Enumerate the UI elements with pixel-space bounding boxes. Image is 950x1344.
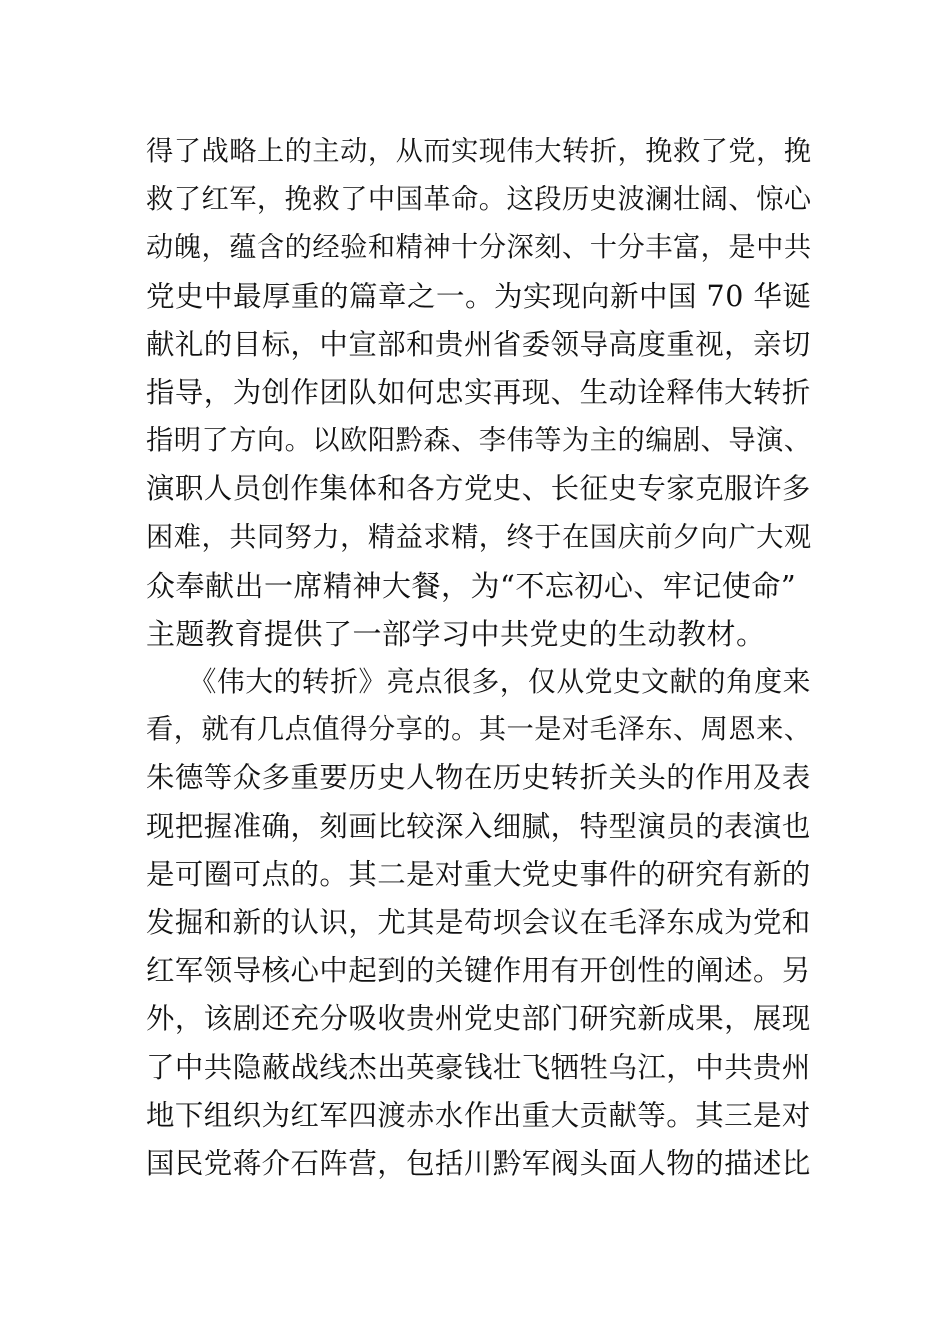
text-line: 现把握准确，刻画比较深入细腻，特型演员的表演也 bbox=[146, 809, 811, 843]
text-line: 看，就有几点值得分享的。其一是对毛泽东、周恩来、 bbox=[146, 714, 812, 746]
text-line: 救了红军，挽救了中国革命。这段历史波澜壮阔、惊心 bbox=[146, 184, 812, 216]
text-line: 得了战略上的主动，从而实现伟大转折，挽救了党，挽 bbox=[146, 136, 812, 167]
text-line: 指明了方向。以欧阳黔森、李伟等为主的编剧、导演、 bbox=[146, 425, 812, 457]
text-line: 朱德等众多重要历史人物在历史转折关头的作用及表 bbox=[146, 761, 811, 795]
body-text bbox=[146, 128, 816, 1188]
text-line: 地下组织为红军四渡赤水作出重大贡献等。其三是对 bbox=[146, 1098, 811, 1132]
text-line: 众奉献出一席精神大餐，为“不忘初心、牢记使命” bbox=[146, 568, 797, 603]
text-line: 演职人员创作集体和各方党史、长征史专家克服许多 bbox=[146, 472, 811, 506]
text-line: 党史中最厚重的篇章之一。为实现向新中国 70 华诞 bbox=[146, 279, 812, 313]
text-line: 献礼的目标，中宣部和贵州省委领导高度重视，亲切 bbox=[146, 327, 811, 361]
text-line: 红军领导核心中起到的关键作用有开创性的阐述。另 bbox=[146, 954, 811, 988]
text-line: 主题教育提供了一部学习中共党史的生动教材。 bbox=[146, 616, 766, 651]
text-line: 是可圈可点的。其二是对重大党史事件的研究有新的 bbox=[146, 857, 811, 891]
text-line: 动魄，蕴含的经验和精神十分深刻、十分丰富，是中共 bbox=[146, 232, 812, 264]
text-line: 外，该剧还充分吸收贵州党史部门研究新成果，展现 bbox=[146, 1002, 811, 1036]
text-line: 了中共隐蔽战线杰出英豪钱壮飞牺牲乌江，中共贵州 bbox=[146, 1050, 811, 1084]
text-line: 指导，为创作团队如何忠实再现、生动诠释伟大转折 bbox=[146, 375, 811, 409]
text-line: 国民党蒋介石阵营，包括川黔军阀头面人物的描述比 bbox=[146, 1146, 811, 1180]
text-line: 发掘和新的认识，尤其是苟坝会议在毛泽东成为党和 bbox=[146, 906, 811, 939]
text-line: 困难，共同努力，精益求精，终于在国庆前夕向广大观 bbox=[146, 521, 812, 553]
text-line: 《伟大的转折》亮点很多，仅从党史文献的角度来 bbox=[146, 665, 811, 699]
